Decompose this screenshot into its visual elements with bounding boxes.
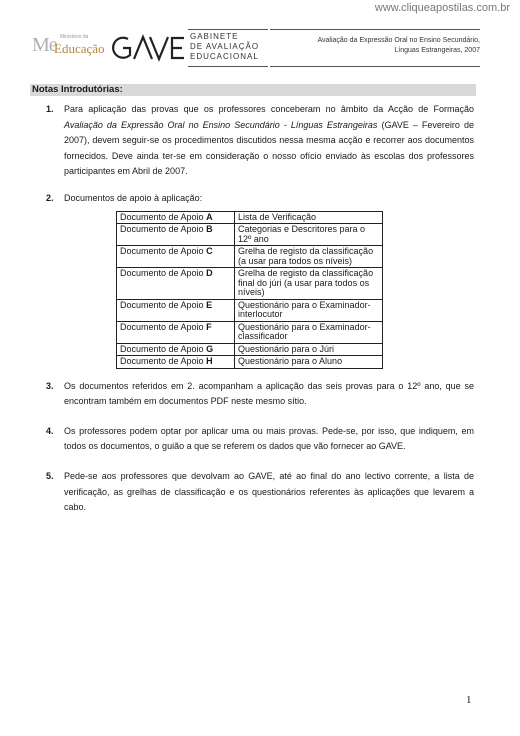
- document-description-cell: Questionário para o Examinador-interlocutor: [235, 299, 383, 321]
- notes-list: [30, 100, 474, 516]
- document-letter: A: [206, 211, 213, 222]
- note-text: Para aplicação das provas que os professores conceberam no âmbito da Acção de Formação: [64, 104, 474, 114]
- document-name-cell: [117, 246, 235, 268]
- ministry-logo-text: Educação: [54, 41, 105, 56]
- document-letter: B: [206, 224, 213, 235]
- document-name-cell: [117, 321, 235, 343]
- header-divider-top: [188, 29, 268, 30]
- gabinete-line: EDUCACIONAL: [190, 52, 259, 61]
- document-letter: C: [206, 246, 213, 257]
- note-text: (GAVE – Fevereiro de 2007), devem seguir-se os procedimentos discutidos nessa mesma acção e recorrer aos documentos fornecidos. Deve ainda ter-se em consideração o nosso ofício enviado às escolas dos professores participantes em Abril de 2007.: [64, 119, 474, 177]
- note-text: Documentos de apoio à aplicação:: [64, 192, 203, 203]
- document-description-cell: Lista de Verificação: [235, 211, 383, 224]
- table-row: [117, 268, 383, 300]
- document-name-cell: [117, 343, 235, 356]
- table-row: [117, 246, 383, 268]
- document-title-line: Avaliação da Expressão Oral no Ensino Secundário,: [317, 37, 480, 44]
- document-name-cell: [117, 224, 235, 246]
- ministry-logo-mark: Me: [32, 34, 57, 56]
- document-name-cell: [117, 299, 235, 321]
- document-name-prefix: Documento de Apoio: [120, 211, 207, 222]
- document-title: [317, 36, 480, 56]
- document-description-cell: Grelha de registo da classificação final do júri (a usar para todos os níveis): [235, 268, 383, 300]
- site-url[interactable]: www.cliqueapostilas.com.br: [374, 2, 510, 14]
- doc-title-divider-bottom: [270, 66, 480, 67]
- section-heading: Notas Introdutórias:: [30, 84, 476, 96]
- note-text: Os documentos referidos em 2. acompanham a aplicação das seis provas para o 12º ano, que se encontram também em documentos PDF neste mesmo sítio.: [64, 380, 474, 407]
- document-name-prefix: Documento de Apoio: [120, 268, 207, 279]
- document-name-prefix: Documento de Apoio: [120, 321, 207, 332]
- support-documents-table: [116, 211, 383, 369]
- note-number: 2.: [46, 192, 54, 203]
- table-row: [117, 356, 383, 369]
- document-name-cell: [117, 356, 235, 369]
- document-name-prefix: Documento de Apoio: [120, 343, 207, 354]
- document-description-cell: Questionário para o Júri: [235, 343, 383, 356]
- doc-title-divider-top: [270, 29, 480, 30]
- document-description-cell: Questionário para o Examinador-classificador: [235, 321, 383, 343]
- header-divider-bottom: [188, 66, 268, 67]
- document-letter: F: [206, 321, 212, 332]
- gabinete-line: GABINETE: [190, 32, 239, 41]
- note-number: 1.: [46, 104, 54, 114]
- note-number: 5.: [46, 470, 54, 481]
- note-item: [30, 191, 474, 207]
- document-name-prefix: Documento de Apoio: [120, 246, 207, 257]
- ministry-of-education-logo: [30, 34, 106, 60]
- document-title-line: Línguas Estrangeiras, 2007: [394, 47, 480, 54]
- note-item: [30, 424, 474, 455]
- note-item: [30, 469, 474, 516]
- ministry-logo-small-text: Ministério da: [60, 34, 89, 40]
- table-row: [117, 224, 383, 246]
- note-text: Os professores podem optar por aplicar uma ou mais provas. Pede-se, por isso, que indiquem, em todos os documentos, o guião a que se referem os dados que vão fornecer ao GAVE.: [64, 425, 474, 452]
- document-letter: D: [206, 268, 213, 279]
- document-name-cell: [117, 268, 235, 300]
- gabinete-text: [190, 32, 259, 62]
- document-name-prefix: Documento de Apoio: [120, 299, 207, 310]
- note-number: 3.: [46, 380, 54, 391]
- page-header: [30, 26, 480, 72]
- document-name-cell: [117, 211, 235, 224]
- document-description-cell: Questionário para o Aluno: [235, 356, 383, 369]
- document-name-prefix: Documento de Apoio: [120, 356, 207, 367]
- note-number: 4.: [46, 425, 54, 436]
- table-row: [117, 321, 383, 343]
- table-row: [117, 343, 383, 356]
- document-description-cell: Grelha de registo da classificação (a usar para todos os níveis): [235, 246, 383, 268]
- table-row: [117, 211, 383, 224]
- document-name-prefix: Documento de Apoio: [120, 224, 207, 235]
- gabinete-line: DE AVALIAÇÃO: [190, 42, 260, 51]
- document-letter: G: [206, 343, 214, 354]
- table-row: [117, 299, 383, 321]
- document-letter: H: [206, 356, 213, 367]
- page-number: 1: [466, 694, 472, 706]
- gave-logo: [110, 31, 190, 67]
- note-text: Pede-se aos professores que devolvam ao GAVE, até ao final do ano lectivo corrente, a lista de verificação, as grelhas de classificação e os questionários referentes às aplicações que levarem a cabo.: [64, 470, 474, 513]
- document-description-cell: Categorias e Descritores para o 12º ano: [235, 224, 383, 246]
- note-item: [30, 379, 474, 410]
- document-letter: E: [206, 299, 213, 310]
- note-course-title: Avaliação da Expressão Oral no Ensino Secundário - Línguas Estrangeiras: [64, 119, 378, 130]
- note-item: [30, 102, 474, 180]
